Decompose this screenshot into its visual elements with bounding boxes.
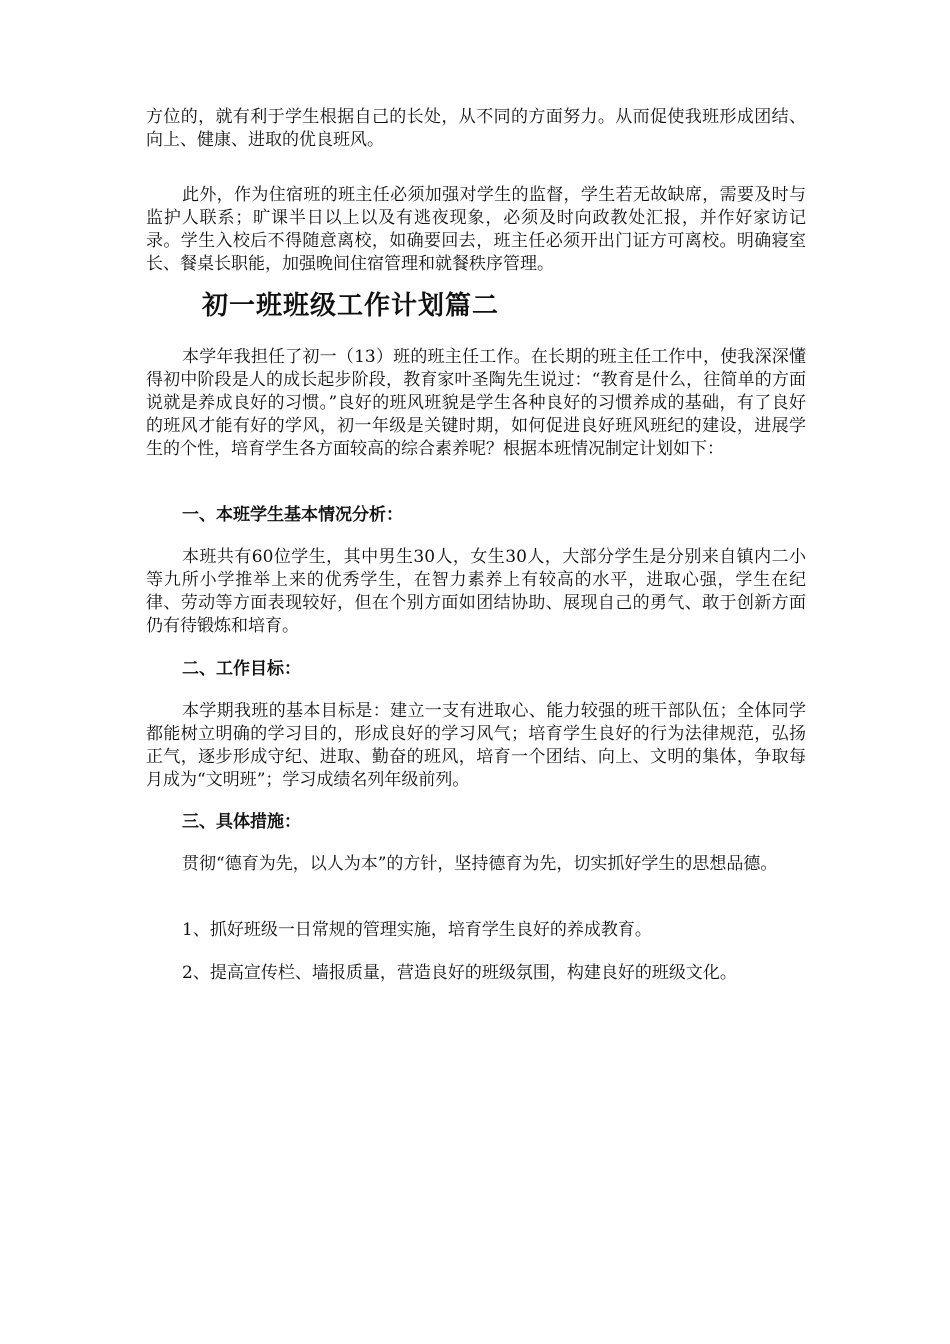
paragraph-boarding-management: 此外，作为住宿班的班主任必须加强对学生的监督，学生若无故缺席，需要及时与监护人联系；旷课半日以上以及有逃夜现象，必须及时向政教处汇报，并作好家访记录。学生入校后不得随意离校，如确要回去，班主任必须开出门证方可离校。明确寝室长、餐桌长职能，加强晚间住宿管理和就餐秩序管理。 xyxy=(146,185,806,274)
subheading-analysis: 一、本班学生基本情况分析： xyxy=(182,505,403,525)
list-item-1: 1、抓好班级一日常规的管理实施，培育学生良好的养成教育。 xyxy=(182,920,652,940)
paragraph-student-analysis: 本班共有60位学生，其中男生30人，女生30人，大部分学生是分别来自镇内二小等九所小学推举上来的优秀学生，在智力素养上有较高的水平，进取心强，学生在纪律、劳动等方面表现较好，但在个别方面如团结协助、展现自己的勇气、敢于创新方面仍有待锻炼和培育。 xyxy=(146,547,806,636)
paragraph-policy: 贯彻“德育为先，以人为本”的方针，坚持德育为先，切实抓好学生的思想品德。 xyxy=(182,854,778,874)
paragraph-introduction: 本学年我担任了初一（13）班的班主任工作。在长期的班主任工作中，使我深深懂得初中阶段是人的成长起步阶段，教育家叶圣陶先生说过：“教育是什么，往简单的方面说就是养成良好的习惯。”良好的班风班貌是学生各种良好的习惯养成的基础，有了良好的班风才能有好的学风，初一年级是关键时期，如何促进良好班风班纪的建设，进展学生的个性，培育学生各方面较高的综合素养呢？根据本班情况制定计划如下： xyxy=(146,347,806,459)
paragraph-goals: 本学期我班的基本目标是：建立一支有进取心、能力较强的班干部队伍；全体同学都能树立明确的学习目的，形成良好的学习风气；培育学生良好的行为法律规范，弘扬正气，逐步形成守纪、进取、勤奋的班风，培育一个团结、向上、文明的集体，争取每月成为“文明班”；学习成绩名列年级前列。 xyxy=(146,701,806,790)
subheading-goals: 二、工作目标： xyxy=(182,659,301,679)
subheading-measures: 三、具体措施： xyxy=(182,812,301,832)
list-item-2: 2、提高宣传栏、墙报质量，营造良好的班级氛围，构建良好的班级文化。 xyxy=(182,963,737,983)
paragraph-continuation: 方位的，就有利于学生根据自己的长处，从不同的方面努力。从而促使我班形成团结、向上、健康、进取的优良班风。 xyxy=(146,107,806,150)
section-title: 初一班班级工作计划篇二 xyxy=(202,291,500,321)
